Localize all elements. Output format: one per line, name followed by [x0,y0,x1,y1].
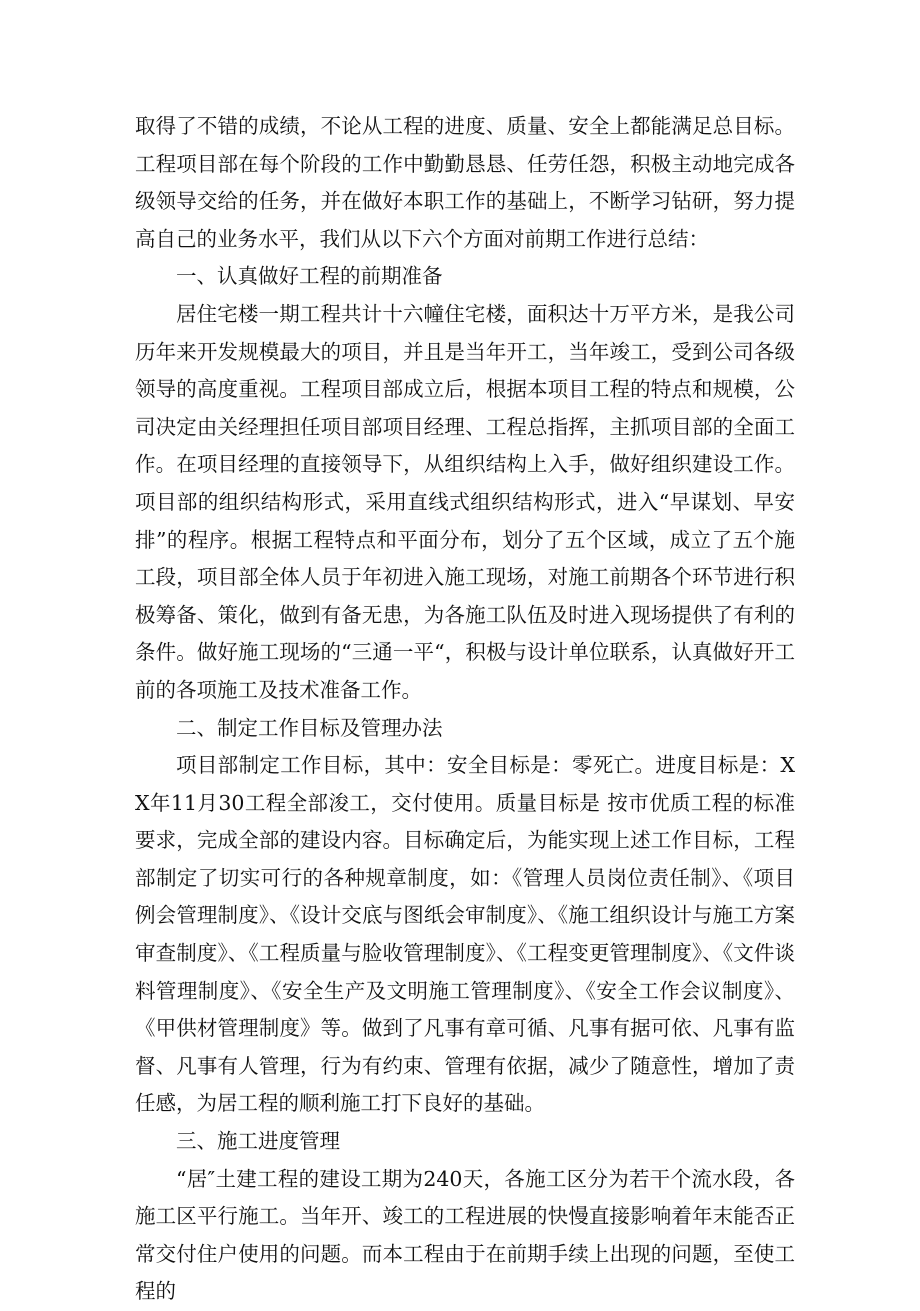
paragraph-schedule: “居″土建工程的建设工期为240天，各施工区分为若干个流水段，各施工区平行施工。当年开、竣工的工程进展的快慢直接影响着年末能否正常交付住户使用的问题。而本工程由于在前期手续上出现的问题，至使工程的 [135,1166,795,1304]
paragraph-goals-rules: 项目部制定工作目标，其中：安全目标是：零死亡。进度目标是：XX年11月30工程全部浚工，交付使用。质量目标是 按市优质工程的标准要求，完成全部的建设内容。目标确定后，为能实现上述工作目标，工程部制定了切实可行的各种规章制度，如：《管理人员岗位责任制》、《项目例会管理制度》、《设计交底与图纸会审制度》、《施工组织设计与施工方案审查制度》、《工程质量与脸收管理制度》、《工程变更管理制度》、《文件谈料管理制度》、《安全生产及文明施工管理制度》、《安全工作会议制度》、《甲供材管理制度》等。做到了凡事有章可循、凡事有据可依、凡事有监督、凡事有人管理，行为有约束、管理有依据，减少了随意性，增加了责任感，为居工程的顺利施工打下良好的基础。 [135,753,795,1116]
paragraph-intro-summary: 取得了不错的成绩，不论从工程的进度、质量、安全上都能满足总目标。工程项目部在每个阶段的工作中勤勤恳恳、任劳任怨，积极主动地完成各级领导交给的任务，并在做好本职工作的基础上，不断学习钻研，努力提高自己的业务水平，我们从以下六个方面对前期工作进行总结： [135,114,795,251]
section-heading-2: 二、制定工作目标及管理办法 [176,715,443,740]
document-page [135,108,795,1311]
section-heading-1: 一、认真做好工程的前期准备 [176,264,443,289]
paragraph-preparation: 居住宅楼一期工程共计十六幢住宅楼，面积达十万平方米，是我公司历年来开发规模最大的项目，并且是当年开工，当年竣工，受到公司各级领导的高度重视。工程项目部成立后，根据本项目工程的特点和规模，公司决定由关经理担任项目部项目经理、工程总指挥，主抓项目部的全面工作。在项目经理的直接领导下，从组织结构上入手，做好组织建设工作。项目部的组织结构形式，采用直线式组织结构形式，进入“早谋划、早安排”的程序。根据工程特点和平面分布，划分了五个区域，成立了五个施工段，项目部全体人员于年初进入施工现场，对施工前期各个环节进行积极筹备、策化，做到有备无患，为各施工队伍及时进入现场提供了有利的条件。做好施工现场的“三通一平“，积极与设计单位联系，认真做好开工前的各项施工及技术准备工作。 [135,301,795,702]
section-heading-3: 三、施工进度管理 [176,1129,340,1154]
